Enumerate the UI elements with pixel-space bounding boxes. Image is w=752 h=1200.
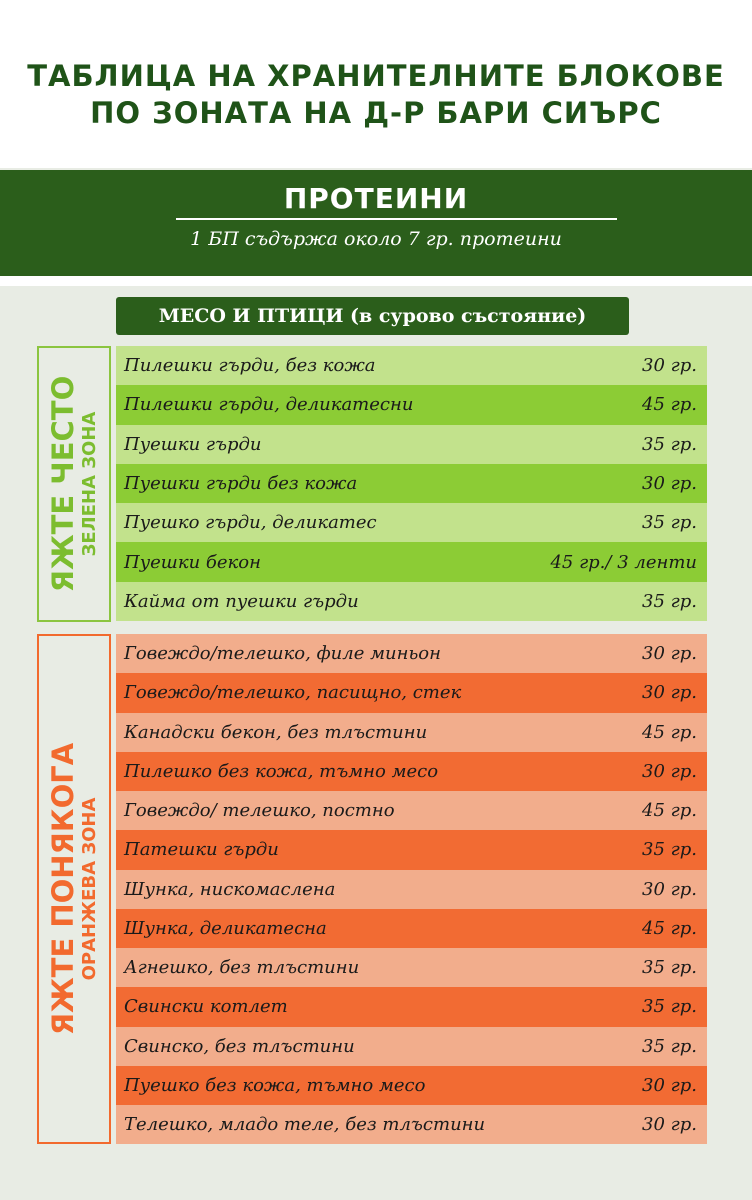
table-row	[116, 673, 707, 712]
food-name: Шунка, нискомаслена	[124, 878, 336, 900]
table-row	[116, 830, 707, 869]
table-row	[116, 1105, 707, 1144]
category-label: МЕСО И ПТИЦИ (в сурово състояние)	[116, 297, 629, 335]
food-amount: 30 гр.	[642, 473, 697, 495]
green-zone-main-label: ЯЖТЕ ЧЕСТО	[46, 375, 80, 593]
table-row	[116, 713, 707, 752]
food-amount: 45 гр./ 3 ленти	[550, 551, 697, 573]
food-amount: 30 гр.	[642, 1114, 697, 1136]
orange-zone-sub-label: ОРАНЖЕВА ЗОНА	[79, 797, 100, 981]
food-name: Свински котлет	[124, 996, 288, 1018]
food-amount: 30 гр.	[642, 760, 697, 782]
table-row	[116, 582, 707, 621]
food-name: Пилешки гърди, без кожа	[124, 355, 376, 377]
food-amount: 45 гр.	[642, 721, 697, 743]
section-title: ПРОТЕИНИ	[283, 182, 469, 215]
food-name: Кайма от пуешки гърди	[124, 590, 359, 612]
title-divider	[176, 218, 617, 220]
food-amount: 35 гр.	[642, 957, 697, 979]
food-name: Пилешко без кожа, тъмно месо	[124, 760, 439, 782]
table-row	[116, 870, 707, 909]
table-row	[116, 948, 707, 987]
food-name: Говеждо/ телешко, постно	[124, 800, 395, 822]
table-row	[116, 987, 707, 1026]
food-name: Пуешки бекон	[124, 551, 261, 573]
food-name: Шунка, деликатесна	[124, 917, 327, 939]
food-amount: 45 гр.	[642, 394, 697, 416]
table-row	[116, 464, 707, 503]
food-amount: 30 гр.	[642, 643, 697, 665]
food-name: Канадски бекон, без тлъстини	[124, 721, 428, 743]
food-name: Пуешко без кожа, тъмно месо	[124, 1074, 426, 1096]
food-name: Пилешки гърди, деликатесни	[124, 394, 414, 416]
orange-zone-label	[37, 634, 111, 1144]
food-name: Свинско, без тлъстини	[124, 1035, 355, 1057]
section-subtitle: 1 БП съдържа около 7 гр. протеини	[190, 228, 562, 250]
table-row	[116, 909, 707, 948]
table-row	[116, 542, 707, 581]
food-name: Говеждо/телешко, филе миньон	[124, 643, 441, 665]
food-name: Патешки гърди	[124, 839, 279, 861]
green-zone-sub-label: ЗЕЛЕНА ЗОНА	[79, 411, 100, 557]
food-amount: 35 гр.	[642, 433, 697, 455]
food-name: Пуешки гърди без кожа	[124, 473, 358, 495]
food-name: Пуешки гърди	[124, 433, 262, 455]
food-amount: 45 гр.	[642, 800, 697, 822]
food-amount: 35 гр.	[642, 996, 697, 1018]
table-row	[116, 1066, 707, 1105]
section-banner	[0, 170, 752, 276]
food-name: Говеждо/телешко, пасищно, стек	[124, 682, 462, 704]
food-amount: 35 гр.	[642, 590, 697, 612]
food-amount: 45 гр.	[642, 917, 697, 939]
separator-band	[0, 276, 752, 286]
table-row	[116, 1027, 707, 1066]
food-amount: 30 гр.	[642, 878, 697, 900]
green-zone-label	[37, 346, 111, 622]
food-amount: 35 гр.	[642, 512, 697, 534]
food-amount: 30 гр.	[642, 1074, 697, 1096]
table-row	[116, 791, 707, 830]
table-row	[116, 752, 707, 791]
table-row	[116, 634, 707, 673]
header-area	[0, 0, 752, 168]
orange-zone-table	[116, 634, 707, 1144]
table-row	[116, 503, 707, 542]
page-title	[0, 58, 752, 132]
table-row	[116, 346, 707, 385]
green-zone-table	[116, 346, 707, 621]
title-line-2: ПО ЗОНАТА НА Д-Р БАРИ СИЪРС	[90, 96, 662, 130]
food-amount: 35 гр.	[642, 839, 697, 861]
food-name: Агнешко, без тлъстини	[124, 957, 360, 979]
food-amount: 35 гр.	[642, 1035, 697, 1057]
table-row	[116, 385, 707, 424]
orange-zone-main-label: ЯЖТЕ ПОНЯКОГА	[46, 742, 80, 1036]
food-amount: 30 гр.	[642, 355, 697, 377]
food-name: Телешко, младо теле, без тлъстини	[124, 1114, 486, 1136]
food-amount: 30 гр.	[642, 682, 697, 704]
table-row	[116, 425, 707, 464]
title-line-1: ТАБЛИЦА НА ХРАНИТЕЛНИТЕ БЛОКОВЕ	[27, 59, 725, 93]
food-name: Пуешко гърди, деликатес	[124, 512, 377, 534]
